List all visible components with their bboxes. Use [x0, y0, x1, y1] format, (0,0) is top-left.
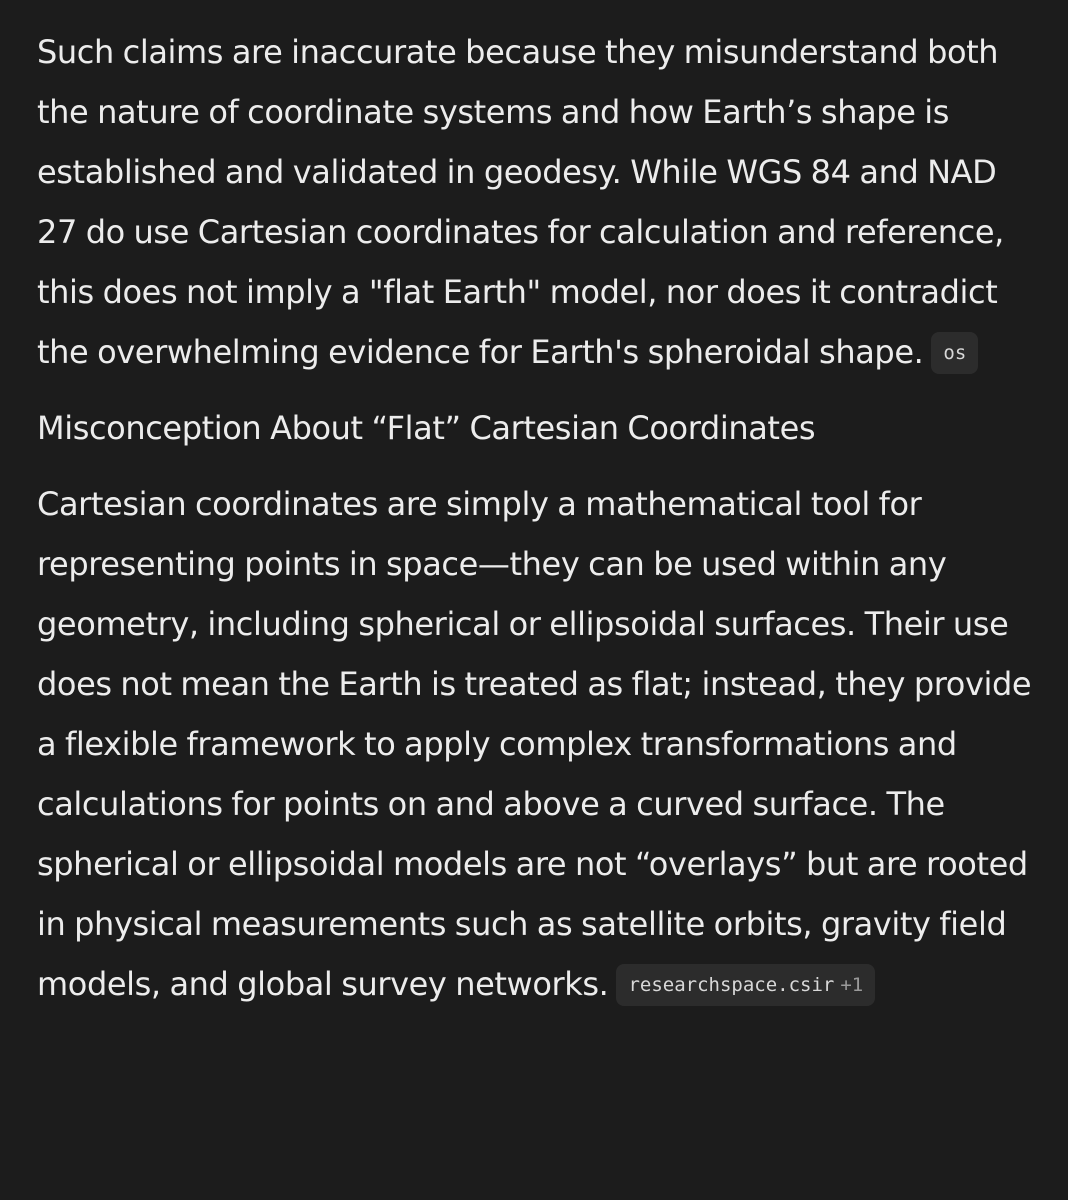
citation-chip-researchspace[interactable] [616, 964, 875, 1006]
section-heading: Misconception About “Flat” Cartesian Coordinates [37, 409, 816, 447]
paragraph-intro [37, 22, 1037, 382]
paragraph-cartesian-text: Cartesian coordinates are simply a mathematical tool for representing points in space—they can be used within any geometry, including spherical or ellipsoidal surfaces. Their use does not mean the Earth is treated as flat; instead, they provide a flexible framework to apply complex transformations and calculations for points on and above a curved surface. The spherical or ellipsoidal models are not “overlays” but are rooted in physical measurements such as satellite orbits, gravity field models, and global survey networks. [37, 485, 1032, 1003]
response-content [37, 22, 1037, 1014]
citation-more-count: +1 [840, 974, 864, 996]
citation-chip-os[interactable] [931, 332, 978, 374]
citation-label: researchspace.csir [628, 974, 835, 996]
paragraph-intro-text: Such claims are inaccurate because they misunderstand both the nature of coordinate systems and how Earth’s shape is established and validated in geodesy. While WGS 84 and NAD 27 do use Cartesian coordinates for calculation and reference, this does not imply a "flat Earth" model, nor does it contradict the overwhelming evidence for Earth's spheroidal shape. [37, 33, 1004, 371]
paragraph-cartesian [37, 474, 1037, 1014]
citation-label: os [943, 342, 967, 364]
